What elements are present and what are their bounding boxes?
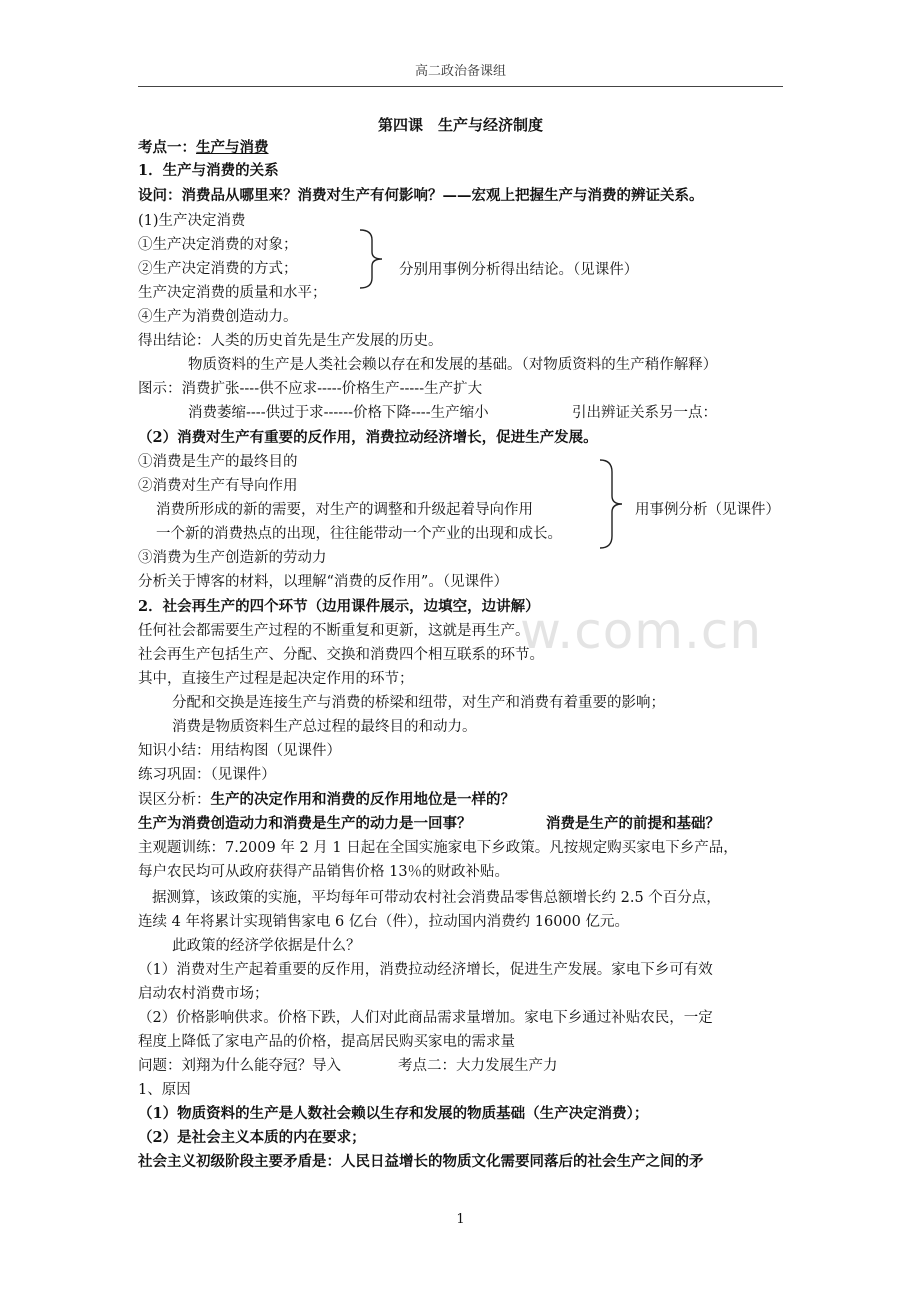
s2-line-3: 其中，直接生产过程是起决定作用的环节； <box>138 671 414 687</box>
p1-item-3: 生产决定消费的质量和水平； <box>138 285 327 301</box>
p2-item-3: 消费所形成的新的需要，对生产的调整和升级起着导向作用 <box>156 502 533 518</box>
watermark: w.com.cn <box>520 602 763 660</box>
reasons-heading: 1、原因 <box>138 1082 191 1098</box>
p1-item-4: ④生产为消费创造动力。 <box>138 309 298 325</box>
header-rule <box>138 86 783 87</box>
p2-blog-line: 分析关于博客的材料，以理解“消费的反作用”。（见课件） <box>138 574 509 590</box>
p2-item-2: ②消费对生产有导向作用 <box>138 478 298 494</box>
kaodian1-topic: 生产与消费 <box>196 139 269 156</box>
kaodian1-heading <box>138 138 269 158</box>
exercise-line-5: 此政策的经济学依据是什么？ <box>172 938 361 954</box>
exercise-line-2: 每户农民均可从政府获得产品销售价格 13％的财政补贴。 <box>138 864 510 880</box>
right-brace-icon <box>596 458 626 550</box>
misconception-q1: 生产的决定作用和消费的反作用地位是一样的？ <box>210 791 515 808</box>
p2-heading: （2）消费对生产有重要的反作用，消费拉动经济增长，促进生产发展。 <box>138 429 598 446</box>
exercise-line-9: 程度上降低了家电产品的价格，提高居民购买家电的需求量 <box>138 1034 515 1050</box>
kaodian1-label: 考点一： <box>138 139 196 156</box>
diagram-lead: 引出辨证关系另一点： <box>572 405 717 421</box>
exercise-line-3: 据测算，该政策的实施，平均每年可带动农村社会消费品零售总额增长约 2.5 个百分点， <box>152 890 721 906</box>
p1-item-2: ②生产决定消费的方式； <box>138 261 298 277</box>
s2-line-6: 知识小结：用结构图（见课件） <box>138 743 341 759</box>
reason-2: （2）是社会主义本质的内在要求； <box>138 1129 366 1146</box>
misconception-q2: 生产为消费创造动力和消费是生产的动力是一回事？ <box>138 815 472 832</box>
p1-heading: (1)生产决定消费 <box>138 213 246 229</box>
lesson-title: 第四课 生产与经济制度 <box>377 116 543 134</box>
right-brace-icon <box>356 228 386 290</box>
section2-heading: 2．社会再生产的四个环节（边用课件展示，边填空，边讲解） <box>138 598 540 615</box>
kaodian2-label: 考点二：大力发展生产力 <box>398 1058 558 1074</box>
exercise-line-4: 连续 4 年将累计实现销售家电 6 亿台（件），拉动国内消费约 16000 亿元。 <box>138 914 629 930</box>
exercise-line-7: 启动农村消费市场； <box>138 986 269 1002</box>
s2-line-2: 社会再生产包括生产、分配、交换和消费四个相互联系的环节。 <box>138 647 544 663</box>
kaodian2-question: 问题：刘翔为什么能夺冠？导入 <box>138 1058 341 1074</box>
p2-item-4: 一个新的消费热点的出现，往往能带动一个产业的出现和成长。 <box>156 526 562 542</box>
reason-1: （1）物质资料的生产是人数社会赖以生存和发展的物质基础（生产决定消费）； <box>138 1105 649 1122</box>
exercise-line-1: 主观题训练：7.2009 年 2 月 1 日起在全国实施家电下乡政策。凡按规定购买家电下乡产品， <box>138 840 738 856</box>
diagram-line-2: 消费萎缩----供过于求------价格下降----生产缩小 <box>188 405 489 421</box>
page-header: 高二政治备课组 <box>414 64 506 79</box>
s2-line-5: 消费是物质资料生产总过程的最终目的和动力。 <box>172 719 477 735</box>
exercise-line-8: （2）价格影响供求。价格下跌，人们对此商品需求量增加。家电下乡通过补贴农民，一定 <box>138 1010 713 1026</box>
exercise-line-6: （1）消费对生产起着重要的反作用，消费拉动经济增长，促进生产发展。家电下乡可有效 <box>138 962 713 978</box>
p2-item-1: ①消费是生产的最终目的 <box>138 454 298 470</box>
s2-line-1: 任何社会都需要生产过程的不断重复和更新，这就是再生产。 <box>138 623 530 639</box>
misconception-line-1 <box>138 790 515 810</box>
s2-line-7: 练习巩固：（见课件） <box>138 767 276 783</box>
diagram-line-1: 图示：消费扩张----供不应求-----价格生产-----生产扩大 <box>138 381 483 397</box>
section1-heading: 1．生产与消费的关系 <box>138 162 279 179</box>
misconception-q3: 消费是生产的前提和基础？ <box>546 815 720 832</box>
p2-item-5: ③消费为生产创造新的劳动力 <box>138 550 327 566</box>
reason-3: 社会主义初级阶段主要矛盾是：人民日益增长的物质文化需要同落后的社会生产之间的矛 <box>138 1153 704 1170</box>
s2-line-4: 分配和交换是连接生产与消费的桥梁和纽带，对生产和消费有着重要的影响； <box>172 695 665 711</box>
question-line: 设问：消费品从哪里来？消费对生产有何影响？——宏观上把握生产与消费的辨证关系。 <box>138 187 704 204</box>
misconception-label: 误区分析： <box>138 792 211 808</box>
conclusion-line-2: 物质资料的生产是人类社会赖以存在和发展的基础。（对物质资料的生产稍作解释） <box>188 357 718 373</box>
conclusion-line-1: 得出结论：人类的历史首先是生产发展的历史。 <box>138 333 443 349</box>
p2-brace-note: 用事例分析（见课件） <box>635 502 780 518</box>
page-number: 1 <box>456 1212 465 1227</box>
p1-brace-note: 分别用事例分析得出结论。（见课件） <box>399 262 639 278</box>
p1-item-1: ①生产决定消费的对象； <box>138 237 298 253</box>
